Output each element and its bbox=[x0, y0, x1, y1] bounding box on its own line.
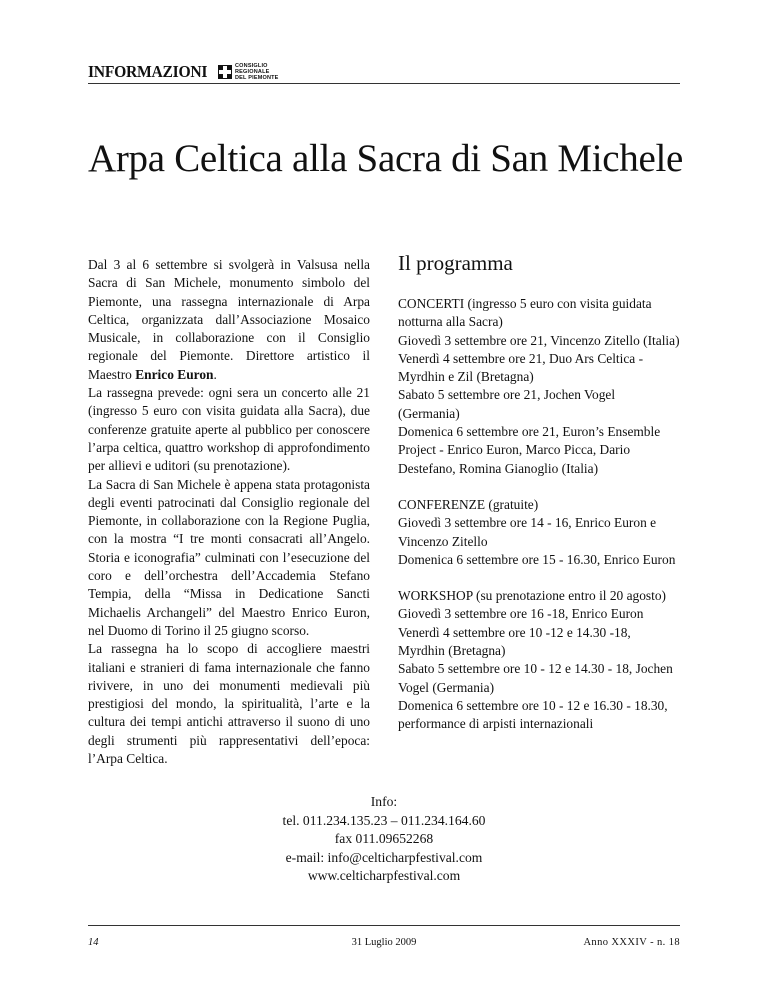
issue-date: 31 Luglio 2009 bbox=[351, 937, 417, 948]
program-entry: Venerdì 4 settembre ore 10 -12 e 14.30 -18, Myrdhin (Bretagna) bbox=[398, 624, 631, 659]
program-entry: Domenica 6 settembre ore 21, Euron’s Ensemble Project - Enrico Euron, Marco Picca, Dario Destefano, Romina Gianoglio (Italia) bbox=[398, 424, 661, 476]
website-url: www.celticharpfestival.com bbox=[307, 868, 461, 884]
email-address: e-mail: info@celticharpfestival.com bbox=[285, 849, 483, 865]
masthead-sub-line: REGIONALE bbox=[235, 69, 270, 75]
cross-logo-icon bbox=[218, 65, 232, 79]
program-entry: Venerdì 4 settembre ore 21, Duo Ars Celtica - Myrdhin e Zil (Bretagna) bbox=[398, 350, 644, 385]
masthead bbox=[88, 62, 680, 84]
footer-divider bbox=[88, 925, 680, 926]
program-heading: Il programma bbox=[398, 251, 513, 275]
program-section-conferences bbox=[398, 496, 680, 569]
intro-paragraph: La rassegna prevede: ogni sera un concerto alle 21 (ingresso 5 euro con visita guidata alla Sacra), due conferenze gratuite aperte al pubblico per conoscere l’arpa celtica, quattro workshop di approfondimento per allievi e uditori (su prenotazione). bbox=[88, 385, 370, 474]
program-section-concerts bbox=[398, 295, 680, 478]
section-header: WORKSHOP (su prenotazione entro il 20 agosto) bbox=[398, 588, 667, 604]
intro-paragraph: La rassegna ha lo scopo di accogliere maestri italiani e stranieri di fama internazionale che fanno rivivere, in uno dei monumenti medievali più prestigiosi del mondo, la spiritualità, l’arte e la cultura dei tempi antichi attraverso il suono di uno degli strumenti più rappresentativi dell’epoca: l’Arpa Celtica. bbox=[88, 641, 370, 767]
program-section-workshops bbox=[398, 587, 680, 733]
program-column bbox=[398, 250, 680, 752]
paragraph-text: Dal 3 al 6 settembre si svolgerà in Valsusa nella Sacra di San Michele, monumento simbolo del Piemonte, una rassegna internazionale di Arpa Celtica, organizzata dall’Associazione Mosaico Musicale, in collaborazione con il Consiglio regionale del Piemonte. Direttore artistico il Maestro bbox=[88, 257, 370, 382]
program-entry: Sabato 5 settembre ore 21, Jochen Vogel (Germania) bbox=[398, 387, 616, 421]
masthead-publisher bbox=[235, 63, 279, 81]
article-title: Arpa Celtica alla Sacra di San Michele bbox=[88, 137, 684, 180]
phone-numbers: tel. 011.234.135.23 – 011.234.164.60 bbox=[282, 812, 486, 828]
issue-number: Anno XXXIV - n. 18 bbox=[583, 937, 680, 948]
program-entry: Domenica 6 settembre ore 15 - 16.30, Enrico Euron bbox=[398, 551, 676, 567]
masthead-sub-line: CONSIGLIO bbox=[235, 63, 268, 69]
article-body bbox=[88, 256, 370, 768]
intro-paragraph: La Sacra di San Michele è appena stata protagonista degli eventi patrocinati dal Consiglio regionale del Piemonte, in collaborazione con la Regione Puglia, con la mostra “I tre monti consacrati all’Angelo. Storia e iconografia” culminati con l’esecuzione del coro e dell’orchestra dell’Accademia Stefano Tempia, della “Missa in Dedicatione Sancti Michaelis Archangeli” del Maestro Enrico Euron, nel Duomo di Torino il 25 giugno scorso. bbox=[88, 476, 370, 638]
info-label: Info: bbox=[370, 794, 398, 809]
intro-paragraph bbox=[88, 256, 370, 384]
masthead-title: INFORMAZIONI bbox=[88, 62, 208, 81]
artistic-director-name: Enrico Euron bbox=[135, 366, 214, 382]
program-entry: Domenica 6 settembre ore 10 - 12 e 16.30 - 18.30, performance di arpisti internazionali bbox=[398, 697, 668, 732]
program-entry: Giovedì 3 settembre ore 16 -18, Enrico Euron bbox=[398, 606, 644, 622]
program-entry: Giovedì 3 settembre ore 21, Vincenzo Zitello (Italia) bbox=[398, 332, 680, 348]
section-header: CONFERENZE (gratuite) bbox=[398, 496, 539, 512]
page-number: 14 bbox=[88, 937, 99, 948]
masthead-sub-line: DEL PIEMONTE bbox=[235, 75, 279, 81]
fax-number: fax 011.09652268 bbox=[334, 831, 434, 847]
section-header: CONCERTI (ingresso 5 euro con visita guidata notturna alla Sacra) bbox=[398, 296, 652, 330]
program-entry: Giovedì 3 settembre ore 14 - 16, Enrico Euron e Vincenzo Zitello bbox=[398, 515, 657, 549]
program-entry: Sabato 5 settembre ore 10 - 12 e 14.30 - 18, Jochen Vogel (Germania) bbox=[398, 661, 673, 695]
paragraph-text: . bbox=[213, 366, 217, 382]
masthead-divider bbox=[88, 83, 680, 84]
contact-info bbox=[88, 793, 680, 886]
